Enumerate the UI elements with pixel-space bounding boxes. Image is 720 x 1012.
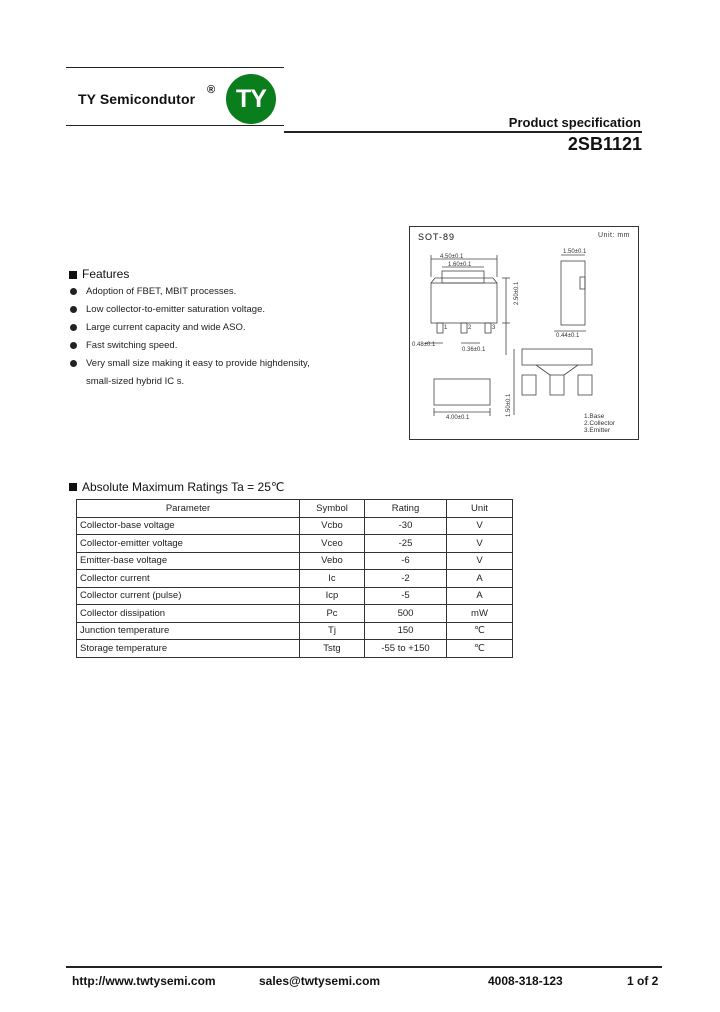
table-row: Junction temperature Tj 150 ℃ <box>77 622 513 640</box>
list-item: Very small size making it easy to provide highdensity, <box>70 356 370 374</box>
company-name: TY Semicondutor <box>78 91 196 107</box>
dim-label: 4.50±0.1 <box>440 254 464 260</box>
bullet-icon <box>70 342 77 349</box>
footprint-pad-2 <box>550 375 564 395</box>
list-item: Large current capacity and wide ASO. <box>70 320 370 338</box>
product-specification-label: Product specification <box>508 115 641 130</box>
features-square-icon <box>69 271 77 279</box>
footprint-pad-3 <box>578 375 592 395</box>
package-body-top-view <box>431 283 497 323</box>
header-bottom-rule <box>66 125 284 126</box>
title-rule <box>284 131 642 133</box>
dim-label: 0.44±0.1 <box>556 333 580 339</box>
footer-website-link[interactable]: http://www.twtysemi.com <box>72 974 216 988</box>
table-header-row <box>77 500 513 518</box>
header-top-rule <box>66 67 284 68</box>
table-row: Collector-emitter voltage Vceo -25 V <box>77 535 513 553</box>
pin-number: 2 <box>468 325 472 331</box>
features-heading: Features <box>82 267 130 281</box>
bullet-icon <box>70 360 77 367</box>
package-bottom-view <box>434 379 490 405</box>
list-item: Adoption of FBET, MBIT processes. <box>70 284 370 302</box>
column-header: Symbol <box>300 500 365 518</box>
footer-rule <box>66 966 662 968</box>
package-name: SOT-89 <box>418 232 456 242</box>
dim-label: 1.60±0.1 <box>448 262 472 268</box>
pin-2-lead <box>461 323 467 333</box>
dim-label: 4.00±0.1 <box>446 415 470 421</box>
ty-logo: TY <box>226 74 276 124</box>
footer-email-link[interactable]: sales@twtysemi.com <box>259 974 381 988</box>
column-header: Unit <box>447 500 513 518</box>
registered-mark: ® <box>207 84 216 96</box>
table-row: Collector dissipation Pc 500 mW <box>77 605 513 623</box>
pin-1-lead <box>437 323 443 333</box>
package-svg <box>410 227 640 441</box>
list-item: small-sized hybrid IC s. <box>86 376 185 387</box>
footprint-pad-1 <box>522 375 536 395</box>
bullet-icon <box>70 288 77 295</box>
pin-legend: 1.Base 2.Collector 3.Emitter <box>584 413 616 434</box>
package-side-view <box>561 261 585 325</box>
dim-label: 0.36±0.1 <box>462 347 486 353</box>
dim-label: 2.50±0.1 <box>514 281 520 305</box>
column-header: Rating <box>365 500 447 518</box>
package-outline-drawing <box>409 226 639 440</box>
pin-number: 1 <box>444 325 448 331</box>
list-item: Fast switching speed. <box>70 338 370 356</box>
table-row: Storage temperature Tstg -55 to +150 ℃ <box>77 640 513 658</box>
pin-3-lead <box>485 323 491 333</box>
ratings-table <box>76 499 513 658</box>
column-header: Parameter <box>77 500 300 518</box>
ratings-square-icon <box>69 483 77 491</box>
ratings-heading: Absolute Maximum Ratings Ta = 25℃ <box>82 480 285 494</box>
package-unit: Unit: mm <box>598 232 630 239</box>
dim-label: 1.50±0.1 <box>563 249 587 255</box>
features-list <box>70 284 370 392</box>
bullet-icon <box>70 306 77 313</box>
bullet-icon <box>70 324 77 331</box>
list-item: Low collector-to-emitter saturation voltage. <box>70 302 370 320</box>
table-row: Collector current Ic -2 A <box>77 570 513 588</box>
table-row: Collector-base voltage Vcbo -30 V <box>77 517 513 535</box>
package-tab <box>442 271 484 283</box>
table-row: Collector current (pulse) Icp -5 A <box>77 587 513 605</box>
pin-number: 3 <box>492 325 496 331</box>
page-number: 1 of 2 <box>627 974 659 988</box>
dim-label: 1.50±0.1 <box>506 393 512 417</box>
dim-label: 0.48±0.1 <box>412 342 436 348</box>
footprint-pad-top <box>522 349 592 365</box>
part-number: 2SB1121 <box>567 134 642 154</box>
footer-phone: 4008-318-123 <box>488 974 563 988</box>
table-row: Emitter-base voltage Vebo -6 V <box>77 552 513 570</box>
